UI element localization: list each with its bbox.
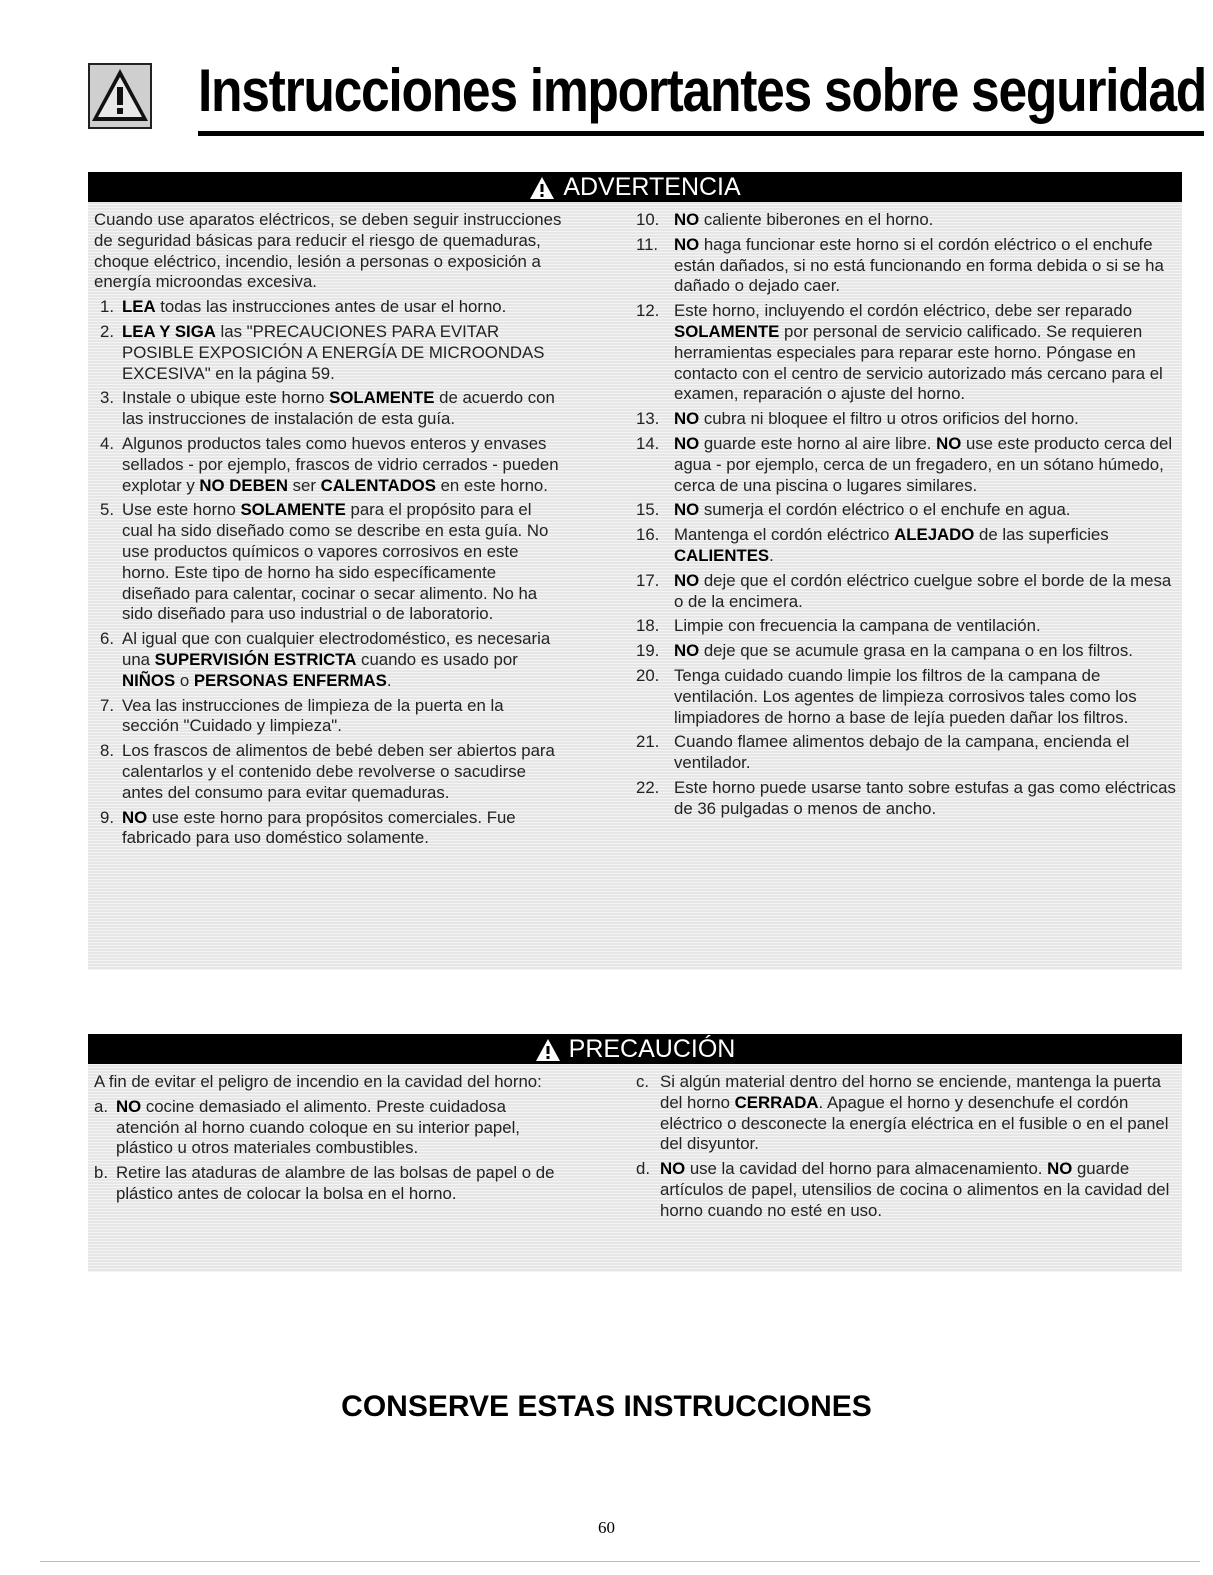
warning-item [636,500,1176,521]
item-text: todas las instrucciones antes de usar el horno. [155,297,507,317]
caution-item [94,1097,564,1159]
warning-item [94,388,564,430]
warning-item [94,500,564,625]
caution-item [636,1159,1176,1221]
warning-item [94,808,564,850]
emphasis-text: CALENTADOS [320,475,436,495]
page-title: Instrucciones importantes sobre seguridad [198,57,1207,124]
warning-intro: Cuando use aparatos eléctricos, se deben seguir instrucciones de seguridad básicas para reducir el riesgo de quemaduras, choque eléctrico, incendio, lesión a personas o exposición a energía microondas excesiva. [94,210,562,292]
warning-item [94,322,564,384]
warning-item-number: 6. [100,629,114,649]
item-text: Limpie con frecuencia la campana de ventilación. [674,616,1041,636]
item-text: sumerja el cordón eléctrico o el enchufe en agua. [699,500,1071,520]
emphasis-text: PERSONAS ENFERMAS [193,670,387,690]
warning-item-number: 22. [636,777,660,797]
warning-item [636,778,1176,820]
item-text: Los frascos de alimentos de bebé deben ser abiertos para calentarlos y el contenido debe revolverse o sacudirse antes del consumo para evitar quemaduras. [122,741,555,802]
item-text: para el propósito para el cual ha sido diseñado como se describe en esta guía. No use productos químicos o vapores corrosivos en este horno. Este tipo de horno ha sido específicamente diseñado para calentar, cocinar o secar alimento. No ha sido diseñado para uso industrial o de laboratorio. [122,500,549,624]
emphasis-text: CALIENTES [674,545,770,565]
emphasis-text: NO [674,500,700,520]
emphasis-text: CERRADA [734,1092,819,1112]
warning-heading-bar [88,172,1182,202]
item-text: por personal de servicio calificado. Se requieren herramientas especiales para reparar este horno. Póngase en contacto con el centro de servicio autorizado más cercano para el examen, reparación o ajuste del horno. [674,321,1163,404]
warning-item [94,629,564,691]
warning-item [636,525,1176,567]
warning-item [636,641,1176,662]
warning-item [94,741,564,803]
warning-item [636,210,1176,231]
warning-item-number: 5. [100,500,114,520]
warning-triangle-icon [529,176,555,200]
item-text: Si algún material dentro del horno se enciende, mantenga la puerta del horno [660,1072,1161,1112]
item-text: Retire las ataduras de alambre de las bolsas de papel o de plástico antes de colocar la bolsa en el horno. [116,1163,555,1203]
item-text: use este horno para propósitos comerciales. Fue fabricado para uso doméstico solamente. [122,807,516,848]
item-text: caliente biberones en el horno. [699,210,934,229]
emphasis-text: SUPERVISIÓN ESTRICTA [154,649,357,669]
caution-box [88,1034,1182,1272]
warning-item-number: 12. [636,301,660,321]
emphasis-text: LEA [122,297,156,317]
item-text: cubra ni bloquee el filtro u otros orificios del horno. [699,409,1079,429]
emphasis-text: SOLAMENTE [674,321,780,341]
warning-right-column [636,210,1176,824]
item-text: ser [288,475,321,495]
warning-item-number: 10. [636,210,660,229]
item-text: . [769,545,774,565]
caution-item [94,1163,564,1205]
emphasis-text: NO [674,433,700,453]
warning-item [636,434,1176,496]
item-text: cocine demasiado el alimento. Preste cuidadosa atención al horno cuando coloque en su interior papel, plástico u otros materiales combustibles. [116,1096,520,1158]
caution-item-number: a. [94,1096,108,1116]
item-text: haga funcionar este horno si el cordón eléctrico o el enchufe están dañados, si no está funcionando en forma debida o si se ha dañado o dejado caer. [674,234,1164,296]
emphasis-text: SOLAMENTE [240,500,346,520]
caution-left-column [94,1072,564,1209]
item-text: Algunos productos tales como huevos enteros y envases sellados - por ejemplo, frascos de vidrio cerrados - pueden explotar y [122,433,559,495]
item-text: en este horno. [435,475,548,495]
item-text: use este producto cerca del agua - por ejemplo, cerca de un fregadero, en un sótano húmedo, cerca de una piscina o lugares similares. [674,433,1173,495]
warning-item-number: 1. [100,297,114,317]
warning-heading: ADVERTENCIA [563,173,741,201]
emphasis-text: NO [660,1159,686,1179]
warning-item [636,616,1176,637]
warning-item-number: 7. [100,695,114,715]
warning-item-number: 20. [636,665,660,685]
item-text: Vea las instrucciones de limpieza de la puerta en la sección "Cuidado y limpieza". [122,695,504,736]
emphasis-text: NO [122,807,148,827]
item-text: Instale o ubique este horno [122,388,330,408]
warning-item-number: 21. [636,732,660,752]
warning-item [636,571,1176,613]
warning-item [636,235,1176,297]
item-text: de las superficies [974,525,1109,545]
warning-item-number: 8. [100,741,114,761]
emphasis-text: ALEJADO [894,525,975,545]
item-text: Este horno puede usarse tanto sobre estufas a gas como eléctricas de 36 pulgadas o menos de ancho. [674,777,1176,818]
item-text: de acuerdo con las instrucciones de instalación de esta guía. [122,388,555,429]
page-number: 60 [598,1518,615,1537]
warning-item-number: 11. [636,234,659,254]
item-text: Use este horno [122,500,241,520]
caution-intro: A fin de evitar el peligro de incendio en la cavidad del horno: [94,1072,542,1091]
emphasis-text: NO [1047,1159,1073,1179]
caution-item-number: d. [636,1159,650,1179]
warning-item-number: 14. [636,433,660,453]
caution-item-number: c. [636,1072,650,1091]
emphasis-text: LEA Y SIGA [122,321,216,341]
warning-item [636,409,1176,430]
item-text: guarde artículos de papel, utensilios de cocina o alimentos en la cavidad del horno cuando no esté en uso. [660,1159,1170,1220]
warning-item [94,434,564,496]
item-text: o [175,670,194,690]
item-text: Al igual que con cualquier electrodoméstico, es necesaria una [122,629,551,669]
emphasis-text: NO [674,570,700,590]
warning-item-number: 2. [100,321,114,341]
warning-item-number: 18. [636,616,660,636]
warning-item [636,732,1176,774]
bottom-divider [40,1561,1200,1562]
item-text: Este horno, incluyendo el cordón eléctrico, debe ser reparado [674,301,1133,321]
warning-item-number: 13. [636,409,660,429]
caution-heading: PRECAUCIÓN [568,1035,736,1063]
item-text: . Apague el horno y desenchufe el cordón eléctrico o desconecte la energía eléctrica en el fusible o en el panel del disyuntor. [660,1092,1169,1154]
warning-item-number: 15. [636,500,660,520]
warning-item [94,696,564,738]
warning-item [636,666,1176,728]
item-text: use la cavidad del horno para almacenamiento. [685,1159,1048,1179]
emphasis-text: NO [116,1096,142,1116]
item-text: deje que el cordón eléctrico cuelgue sobre el borde de la mesa o de la encimera. [674,570,1172,611]
save-instructions-heading: CONSERVE ESTAS INSTRUCCIONES [341,1390,872,1423]
emphasis-text: NO [936,433,962,453]
warning-item-number: 19. [636,641,660,661]
emphasis-text: SOLAMENTE [329,388,435,408]
title-underline [198,131,1204,136]
emphasis-text: NO [674,409,700,429]
caution-item [636,1072,1176,1155]
item-text: Cuando flamee alimentos debajo de la campana, encienda el ventilador. [674,732,1130,773]
emphasis-text: NIÑOS [122,670,176,690]
item-text: las "PRECAUCIONES PARA EVITAR POSIBLE EXPOSICIÓN A ENERGÍA DE MICROONDAS EXCESIVA" en la página 59. [122,321,545,383]
warning-item-number: 17. [636,570,660,590]
emphasis-text: NO [674,234,700,254]
warning-item-number: 9. [100,807,114,827]
warning-item-number: 4. [100,433,114,453]
item-text: guarde este horno al aire libre. [699,433,937,453]
warning-box [88,172,1182,970]
caution-right-column [636,1072,1176,1226]
item-text: . [386,670,392,690]
warning-item [94,297,564,318]
warning-item [636,301,1176,405]
warning-left-column [94,210,564,853]
warning-triangle-icon [88,63,152,129]
warning-item-number: 3. [100,388,114,408]
caution-item-number: b. [94,1163,108,1183]
warning-item-number: 16. [636,525,660,545]
warning-triangle-icon [535,1038,561,1062]
item-text: deje que se acumule grasa en la campana o en los filtros. [699,641,1133,661]
emphasis-text: NO [674,641,700,661]
page-header [88,55,1207,140]
item-text: Mantenga el cordón eléctrico [674,525,895,545]
emphasis-text: NO [674,210,700,229]
emphasis-text: NO DEBEN [199,475,288,495]
caution-heading-bar [88,1034,1182,1064]
item-text: cuando es usado por [356,649,518,669]
item-text: Tenga cuidado cuando limpie los filtros de la campana de ventilación. Los agentes de limpieza corrosivos tales como los limpiadores de horno a base de lejía pueden dañar los filtros. [674,665,1137,727]
